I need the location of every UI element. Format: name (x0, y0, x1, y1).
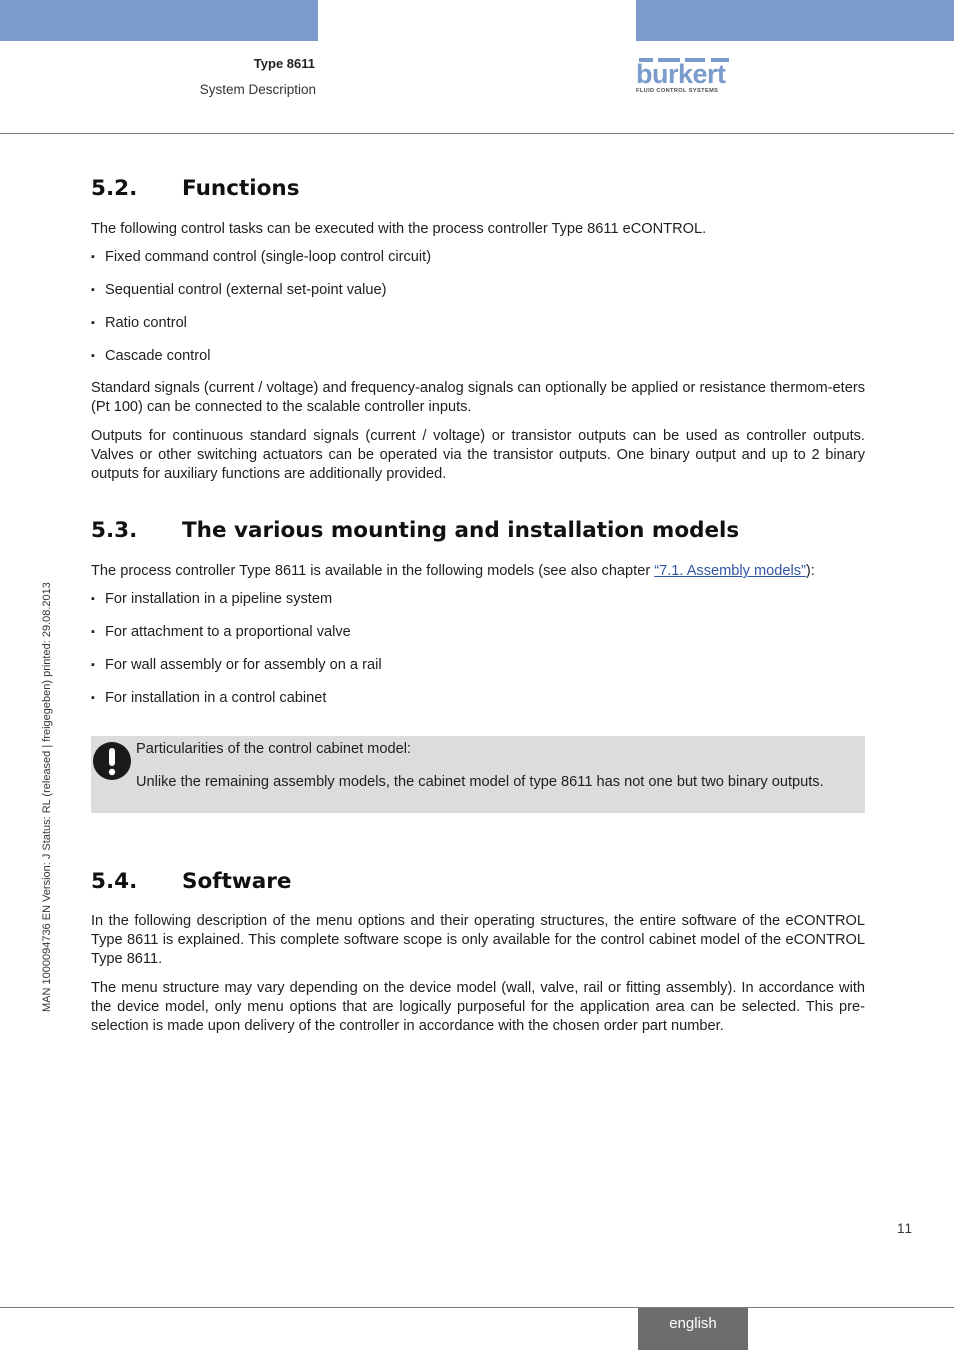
section-number: 5.2. (91, 176, 138, 201)
document-status-sidebar: MAN 1000094736 EN Version: J Status: RL (released | freigegeben) printed: 29.08.2013 (41, 582, 53, 1012)
header-band-left (0, 0, 318, 41)
section-title: Software (182, 869, 292, 894)
header-band-right (636, 0, 954, 41)
software-paragraph-scope: In the following description of the menu options and their operating structures, the entire software of the eCONTROL Type 8611 is explained. This complete software scope is only available for the control cabinet model of the eCONTROL Type 8611. (91, 913, 865, 967)
footer-divider (0, 1307, 954, 1308)
document-type: Type 8611 (253, 56, 315, 71)
warning-exclamation-icon (92, 741, 132, 781)
list-item: ▪ For attachment to a proportional valve (91, 624, 351, 640)
burkert-logo (636, 58, 736, 96)
logo-tagline: FLUID CONTROL SYSTEMS (636, 88, 719, 94)
section-title: Functions (182, 176, 300, 201)
list-item: ▪ Sequential control (external set-point value) (91, 282, 387, 298)
language-tab: english (638, 1308, 748, 1350)
software-paragraph-menu: The menu structure may vary depending on the device model (wall, valve, rail or fitting assembly). In accordance with the device model, only menu options that are logically purposeful for the application area can be selected. This pre-selection is made upon delivery of the controller in accordance with the chosen order part number. (91, 980, 865, 1034)
list-item: ▪ Fixed command control (single-loop control circuit) (91, 249, 432, 265)
note-title: Particularities of the control cabinet model: (136, 741, 411, 757)
list-item: ▪ For installation in a control cabinet (91, 690, 327, 706)
section-heading-functions (91, 176, 300, 201)
section-number: 5.4. (91, 869, 138, 894)
functions-intro: The following control tasks can be executed with the process controller Type 8611 eCONTROL. (91, 221, 707, 237)
functions-paragraph-inputs: Standard signals (current / voltage) and frequency-analog signals can optionally be applied or resistance thermom-eters (Pt 100) can be connected to the scalable controller inputs. (91, 380, 865, 415)
logo-wordmark: burkert (636, 59, 726, 89)
list-item: ▪ Cascade control (91, 348, 211, 364)
mounting-intro: The process controller Type 8611 is available in the following models (see also chapter “7.1. Assembly models”): (91, 563, 815, 579)
document-subtitle: System Description (199, 82, 316, 97)
list-item: ▪ For wall assembly or for assembly on a rail (91, 657, 382, 673)
note-box (91, 736, 865, 813)
list-item: ▪ Ratio control (91, 315, 187, 331)
section-heading-software (91, 869, 291, 894)
assembly-models-link[interactable]: “7.1. Assembly models” (654, 563, 806, 579)
section-title: The various mounting and installation models (182, 518, 740, 543)
section-heading-mounting (91, 518, 739, 543)
list-item: ▪ For installation in a pipeline system (91, 591, 333, 607)
note-body: Unlike the remaining assembly models, the cabinet model of type 8611 has not one but two binary outputs. (136, 774, 824, 790)
section-number: 5.3. (91, 518, 138, 543)
header-divider (0, 133, 954, 134)
page-number: 11 (897, 1221, 914, 1236)
functions-paragraph-outputs: Outputs for continuous standard signals (current / voltage) or transistor outputs can be used as controller outputs. Valves or other switching actuators can be operated via the transistor outputs. One binary output and up to 2 binary outputs for auxiliary functions are additionally provided. (91, 428, 865, 482)
